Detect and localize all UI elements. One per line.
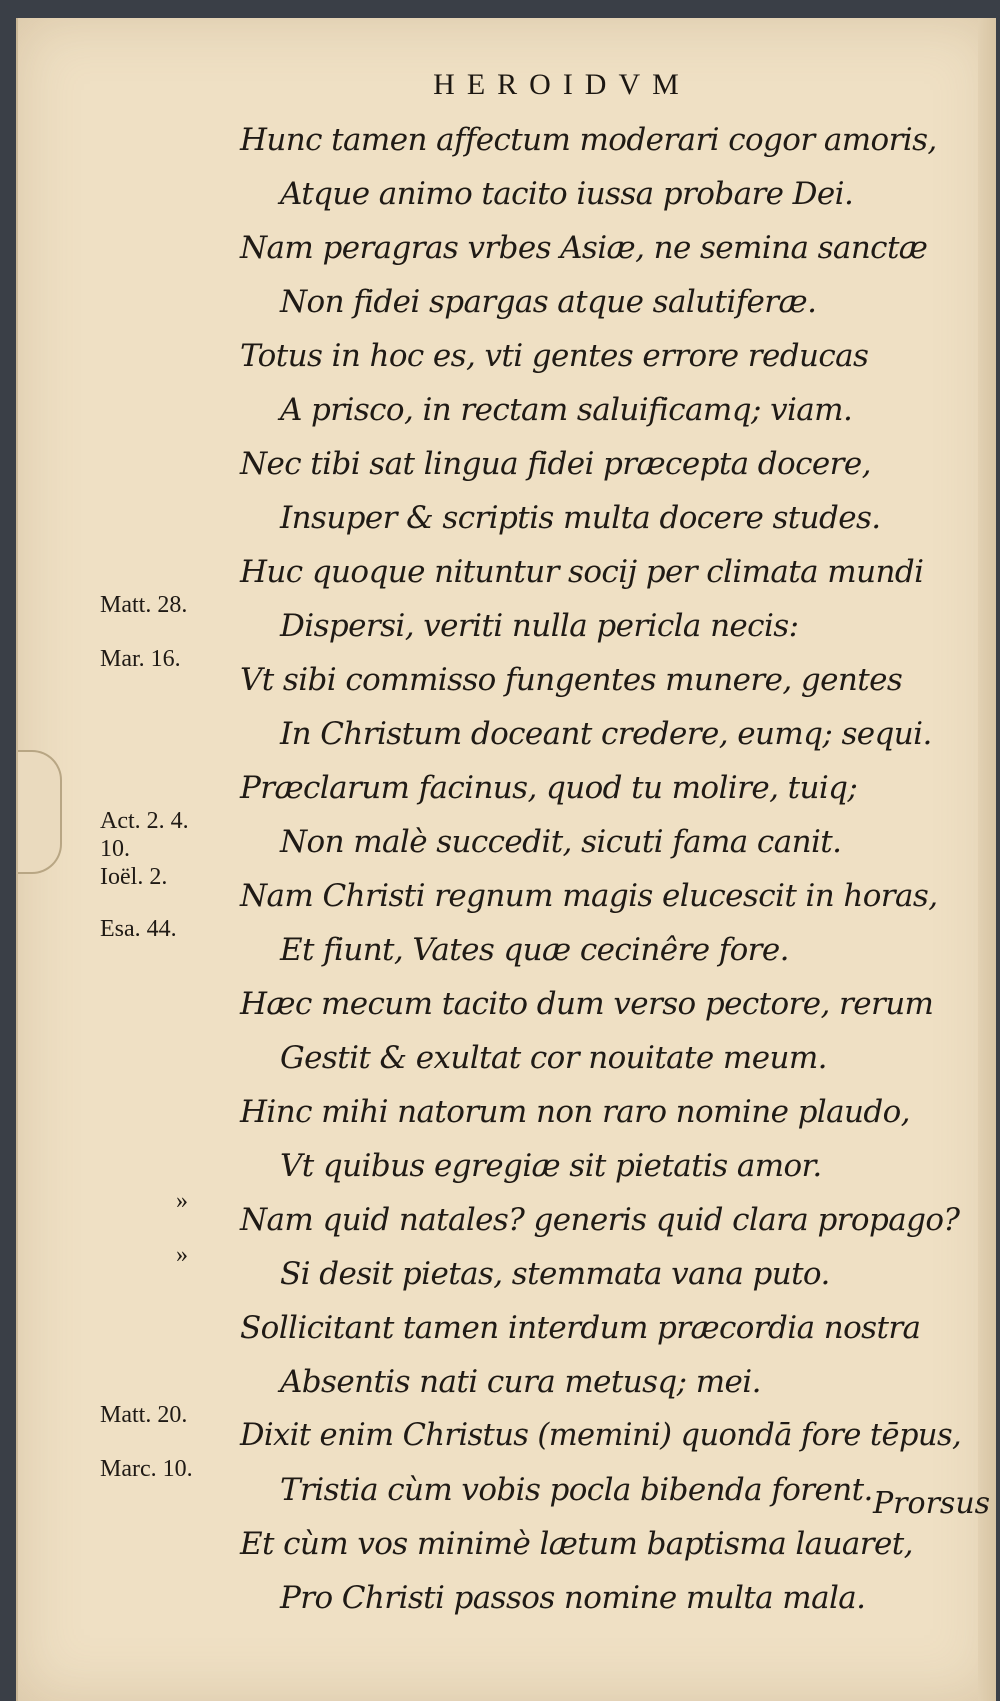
verse-line: Nec tibi sat lingua fidei præcepta docere,	[240, 446, 871, 482]
running-head: HEROIDVM	[433, 68, 691, 101]
verse-line: Nam quid natales? generis quid clara propago?	[240, 1202, 960, 1238]
verse-line: Hinc mihi natorum non raro nomine plaudo,	[240, 1094, 910, 1130]
book-page	[16, 18, 996, 1701]
margin-note: Ioël. 2.	[100, 864, 168, 890]
verse-line: Non fidei spargas atque salutiferæ.	[280, 284, 817, 320]
verse-line: Dispersi, veriti nulla pericla necis:	[280, 608, 799, 644]
verse-line: Dixit enim Christus (memini) quondā fore tēpus,	[240, 1418, 962, 1453]
margin-note: Esa. 44.	[100, 916, 177, 942]
facing-page-edge	[978, 18, 996, 1701]
verse-line: Vt quibus egregiæ sit pietatis amor.	[280, 1148, 822, 1184]
margin-note: Marc. 10.	[100, 1456, 193, 1482]
margin-note: Act. 2. 4.	[100, 808, 189, 834]
margin-note: »	[176, 1242, 188, 1268]
verse-line: Hæc mecum tacito dum verso pectore, rerum	[240, 986, 934, 1022]
verse-line: Absentis nati cura metusq; mei.	[280, 1364, 761, 1400]
verse-line: Sollicitant tamen interdum præcordia nostra	[240, 1310, 921, 1346]
verse-line: Pro Christi passos nomine multa mala.	[280, 1580, 866, 1616]
verse-line: Nam peragras vrbes Asiæ, ne semina sanctæ	[240, 230, 928, 266]
verse-line: Totus in hoc es, vti gentes errore reducas	[240, 338, 869, 374]
verse-line: Præclarum facinus, quod tu molire, tuiq;	[240, 770, 858, 806]
verse-line: Hunc tamen affectum moderari cogor amoris,	[240, 122, 937, 158]
verse-line: Gestit & exultat cor nouitate meum.	[280, 1040, 827, 1076]
verse-line: Si desit pietas, stemmata vana puto.	[280, 1256, 830, 1292]
verse-line: Insuper & scriptis multa docere studes.	[280, 500, 881, 536]
verse-line: A prisco, in rectam saluificamq; viam.	[280, 392, 853, 428]
margin-note: Matt. 28.	[100, 592, 188, 618]
verse-line: Nam Christi regnum magis elucescit in horas,	[240, 878, 938, 914]
verse-line: In Christum doceant credere, eumq; sequi.	[280, 716, 932, 752]
margin-note: Mar. 16.	[100, 646, 181, 672]
margin-note: »	[176, 1188, 188, 1214]
verse-line: Vt sibi commisso fungentes munere, gentes	[240, 662, 903, 698]
verse-line: Tristia cùm vobis pocla bibenda forent.	[280, 1472, 873, 1508]
page-clip	[16, 750, 62, 874]
verse-line: Atque animo tacito iussa probare Dei.	[280, 176, 854, 212]
catchword: Prorsus	[873, 1486, 991, 1521]
margin-note: 10.	[100, 836, 130, 862]
verse-line: Non malè succedit, sicuti fama canit.	[280, 824, 842, 860]
verse-line: Et fiunt, Vates quæ cecinêre fore.	[280, 932, 789, 968]
verse-line: Et cùm vos minimè lætum baptisma lauaret,	[240, 1526, 913, 1562]
margin-note: Matt. 20.	[100, 1402, 188, 1428]
verse-line: Huc quoque nituntur socij per climata mundi	[240, 554, 924, 590]
